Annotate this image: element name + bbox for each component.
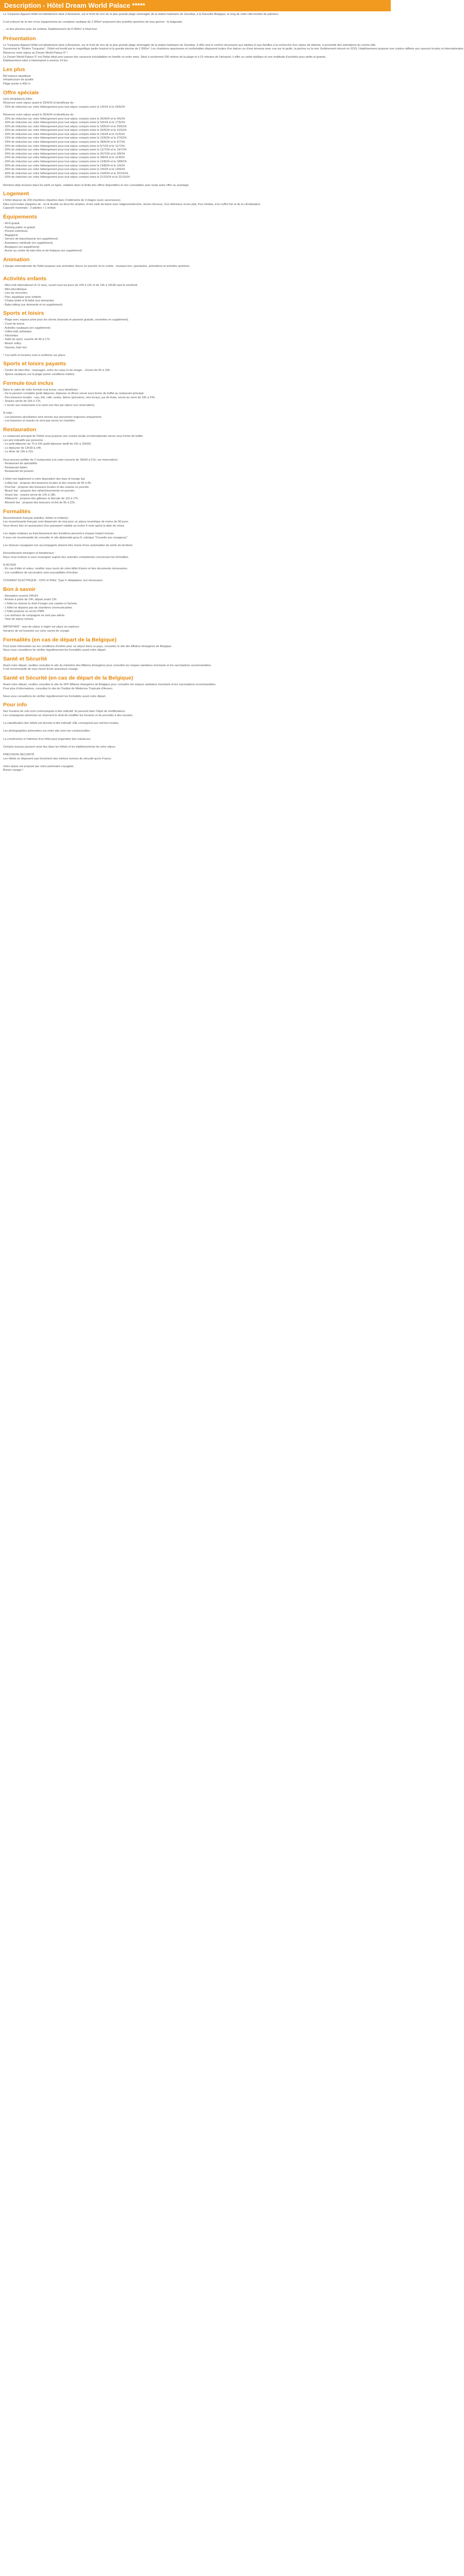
section-animation — [3, 257, 388, 273]
section-text-line — [3, 749, 388, 753]
section-health_be — [3, 675, 388, 699]
section-pluses — [3, 66, 388, 87]
section-text-line: - Assistance médicale (en supplément) — [3, 241, 53, 245]
section-text-line — [3, 528, 388, 532]
section-text-line: - L'accès aux restaurants à la carte une fois par séjour (sur réservation). — [3, 403, 95, 407]
section-text-line — [3, 548, 388, 552]
section-formalities_be — [3, 637, 388, 653]
section-text-line: - Parc aquatique pour enfants — [3, 295, 41, 299]
section-text-line: Ressortissants français (adultes, bébés et enfants) : — [3, 516, 70, 520]
section-text-line — [3, 454, 388, 459]
section-text-line: Capacité maximale : 3 adultes + 1 enfant. — [3, 207, 57, 210]
section-text-line: Réservez votre séjour au Dream World Palace 5* ! — [3, 51, 68, 55]
section-text-line: - 25% de réduction sur votre hébergement pour tout séjour compris entre le 5/7/24 et le 11/7/24. — [3, 144, 126, 148]
section-text-line: - Les animaux de compagnie ne sont pas admis. — [3, 614, 65, 617]
section-heading: Bon à savoir — [3, 586, 36, 592]
section-text-line: - Les boissons alcoolisées sont servies aux personnes majeures uniquement. — [3, 415, 102, 419]
section-text-line: - Boutiques (en supplément) — [3, 245, 40, 249]
section-text-line — [3, 109, 388, 113]
section-text-line: SOS INVENDUS PRIX — [3, 97, 32, 101]
section-text-line: - Restaurant italien — [3, 466, 27, 469]
section-text-line: Certains travaux peuvent avoir lieu dans les hôtels et les établissements de votre séjour. — [3, 745, 116, 749]
section-text-line: - Chaise bébé et lit bébé (sur demande) — [3, 299, 54, 303]
section-text-line: * Les tarifs et horaires sont à confirmer sur place. — [3, 353, 66, 357]
section-text-line: - Court de tennis — [3, 323, 25, 326]
section-heading: Logement — [3, 191, 29, 197]
section-text-line: - Mini-discothèque — [3, 287, 27, 291]
section-text-line: - Les boissons et snacks ne sont pas servis en chambre. — [3, 419, 76, 423]
section-text-line — [3, 691, 388, 695]
section-text-line: - Restaurant de spécialités — [3, 462, 38, 466]
section-text-line: - 25% de réduction sur votre hébergement pour tout séjour compris entre le 26/4/24 et le 4/5/24. — [3, 117, 126, 121]
section-text-line — [3, 718, 388, 722]
section-text-line: - Plage avec espace privé pour les clients (transats et parasols gratuits, serviettes en supplément). — [3, 318, 129, 322]
section-text-line: - Taxe de séjour incluse. — [3, 618, 35, 621]
section-heading: Formule tout inclus — [3, 380, 54, 386]
section-text-line: Pour plus d'informations, consultez le site de l'Institut de Médecine Tropicale d'Anvers. — [3, 687, 113, 690]
section-text-line — [3, 350, 388, 354]
section-text-line — [3, 474, 388, 478]
section-text-line: - L'hôtel propose un accès PMR. — [3, 610, 45, 614]
intro-paragraph: ... et des piscines pour les enfants. Établissement de 8 000m² à l'état brut. — [3, 28, 98, 31]
section-text-line: - 30% de réduction sur votre hébergement pour tout séjour compris entre le 12/7/24 et le 19/7/24. — [3, 148, 127, 152]
section-text-line: - Snack bar : snacks servis de 12h à 18h. — [3, 493, 56, 497]
section-text-line — [3, 734, 388, 738]
section-text-line: COURANT ÉLECTRIQUE : 220V et 50Hz. Type F. Adaptateur non nécessaire. — [3, 579, 104, 583]
section-text-line: À NOTER — [3, 563, 16, 567]
section-offers — [3, 90, 388, 188]
section-activities — [3, 276, 388, 308]
section-text-line: Nous vous conseillons de vérifier régulièrement les formalités avant votre départ. — [3, 694, 107, 698]
section-health — [3, 656, 388, 672]
section-text-line: - Activités nautiques (en supplément) — [3, 326, 51, 330]
section-text-line: Réservez votre séjour avant le 26/4/24 et bénéficiez de : — [3, 101, 75, 105]
section-text-line: - Les conditions de vaccination sont susceptibles d'évoluer. — [3, 571, 79, 574]
section-restaurant — [3, 427, 388, 505]
section-text-line: - 25% de réduction sur votre hébergement pour tout séjour compris entre le 4/8/24 et le 11/8/24. — [3, 156, 126, 160]
section-text-line — [3, 761, 388, 765]
section-text-line: IMPORTANT : taxe de séjour à régler sur place en espèces. — [3, 625, 80, 629]
section-text-line: Surnommé le "Rivière Turquoise", l'hôtel est bordé par le magnifique jardin tropical et la grande piscine de 2 000m². Les chambres spacieuses et confortables disposent toutes d'un balcon ou d'une terrasse avec vue sur le jardin, la piscine ou la mer. Entièrement rénové en 2019, l'établissement propose une cuisine raffinée aux saveurs locales et internationales. — [3, 47, 464, 51]
section-text-line: Il vous est recommandé de consulter le site diplomatie.gouv.fr, rubrique "Conseils aux voyageurs". — [3, 536, 128, 539]
section-text-line — [3, 741, 388, 745]
section-text-line — [3, 408, 388, 412]
section-text-line: La classification des hôtels est donnée à titre indicatif. Elle correspond aux normes locales. — [3, 722, 120, 725]
section-text-line: - L'hôtel se réserve le droit d'exiger une caution à l'arrivée. — [3, 602, 78, 605]
section-text-line: Il est recommandé de vous munir d'une assurance voyage. — [3, 668, 79, 671]
section-sports_paid — [3, 361, 388, 377]
section-text-line: - Des boissons locales : eau, thé, café, sodas, bières (pression), vins locaux, jus de fruits, servis au verre de 10h à 23h. — [3, 396, 156, 399]
section-heading: Formalités (en cas de départ de la Belgique) — [3, 636, 117, 643]
section-info — [3, 702, 388, 773]
section-text-line: Pour toute information sur les conditions d'entrée pour un séjour dans ce pays, consultez le site des Affaires étrangères de Belgique. — [3, 645, 172, 648]
section-text-line — [3, 575, 388, 580]
section-text-line: - 25% de réduction sur votre hébergement pour tout séjour compris entre le 20/7/24 et le 3/8/24. — [3, 152, 126, 156]
section-heading: Santé et Sécurité — [3, 655, 47, 662]
section-equipment — [3, 214, 388, 253]
section-text-line: - 30% de réduction sur votre hébergement pour tout séjour compris entre le 5/5/24 et le 17/5/24. — [3, 121, 126, 125]
section-text-line: Avant votre départ, veuillez consulter le site du SPF Affaires étrangères de Belgique pour connaître les risques sanitaires éventuels et les vaccinations recommandées. — [3, 683, 217, 687]
section-text-line: - 30% de réduction sur votre hébergement pour tout séjour compris entre le 19/8/24 et le 1/9/24. — [3, 164, 126, 167]
section-text-line: - Parking public et gratuit — [3, 226, 35, 229]
section-heading: Équipements — [3, 213, 37, 220]
section-text-line: Horaires de vol transmis sur votre carnet de voyage. — [3, 630, 70, 633]
section-text-line: - Le petit-déjeuner de 7h à 10h (petit déjeuner tardif de 10h à 10h30). — [3, 443, 92, 446]
section-text-line: - Mini-club international (4-12 ans), ouvert tous les jours de 10h à 12h et de 14h à 16h30 sauf le vendredi. — [3, 283, 138, 287]
section-formula — [3, 380, 388, 423]
section-text-line: Bonne voyage ! — [3, 769, 23, 772]
section-text-line: PRÉCISION SÉCURITÉ — [3, 753, 35, 756]
section-formalities — [3, 509, 388, 583]
section-text-line: - Restaurant de poisson — [3, 470, 34, 473]
section-text-line: - Pâtisserie : propose des gâteaux et biscuits de 11h à 17h. — [3, 497, 79, 501]
section-text-line: Vous pouvez profiter de 2 restaurants à la carte (ouverts de 18h30 à 21h, sur réservation) : — [3, 458, 119, 462]
section-text-line: - Saunas, bain turc — [3, 346, 27, 349]
section-text-line: - Beach volley — [3, 342, 22, 346]
section-text-line: - Réception ouverte 24h/24. — [3, 594, 39, 598]
section-text-line: - Lieu de rencontre — [3, 292, 27, 295]
section-text-line: - Pool bar : propose des boissons locales et des snacks en journée. — [3, 485, 90, 489]
section-text-line — [3, 268, 388, 273]
section-text-line: - 25% de réduction sur votre hébergement pour tout séjour compris entre le 18/5/24 et le 25/5/24. — [3, 125, 127, 128]
section-text-line: - 25% de réduction sur votre hébergement pour tout séjour compris entre le 1/6/24 et le 25/6/24. — [3, 105, 126, 109]
section-heading: Formalités — [3, 508, 31, 515]
section-lodging — [3, 191, 388, 211]
section-heading: Offre spéciale — [3, 89, 39, 96]
section-heading: Animation — [3, 256, 30, 263]
section-text-line: Les règles relatives au franchissement des frontières peuvent à chaque instant évoluer. — [3, 532, 115, 535]
section-text-line: Réservez votre séjour avant le 30/4/24 et bénéficiez de : — [3, 113, 75, 116]
section-text-line: Le Turquoise Apparel Hôtel est idéalement situé à Amarante, sur le front de mer de la plus grande plage aménagée de la station balnéaire de Zanzibar. Il offre tout le confort nécessaire aux adultes et aux familles à la recherche d'un séjour de détente, à proximité des animations du centre-ville. — [3, 43, 376, 47]
section-text-line: - Le dîner de 19h à 21h. — [3, 450, 34, 454]
section-text-line: - Volley-ball, pétanque — [3, 330, 32, 334]
section-text-line: Établissement situé à Hammamet à environ 14 km. — [3, 59, 69, 63]
section-text-line: - Bagagerie — [3, 233, 18, 237]
section-text-line — [3, 560, 388, 564]
section-text-line: Ressortissants étrangers et binationaux : — [3, 551, 56, 555]
section-text-line: Les prix indicatifs par personne : — [3, 438, 45, 442]
section-text-line: Nous vous invitons à vous renseigner auprès des autorités compétentes concernant les formalités. — [3, 555, 129, 559]
section-text-line: - En cas d'aller et retour, veuillez vous munir de votre billet d'avion et des documents nécessaires. — [3, 567, 128, 571]
section-text-line: - 30% de réduction sur votre hébergement pour tout séjour compris entre le 21/10/24 et le 31/10/24. — [3, 176, 130, 179]
section-sports — [3, 310, 388, 358]
section-text-line: Les photographies présentées sur notre site sont non contractuelles. — [3, 730, 91, 733]
section-heading: Sports et loisirs payants — [3, 361, 66, 367]
section-text-line: - Accès au centre de bien-être et de thalasso (en supplément) — [3, 249, 82, 253]
section-goodtoknow — [3, 586, 388, 634]
section-text-line: Plage privée à 400 m — [3, 82, 30, 86]
section-text-line: Remises déjà incluses dans les tarifs en ligne, valables dans la limite des offres disponibles et non cumulables avec toute autre offre ou avantage. — [3, 183, 190, 187]
section-text-line: Nous vous conseillons de vérifier régulièrement les formalités avant votre départ. — [3, 649, 107, 652]
section-text-line: - 20% de réduction sur votre hébergement pour tout séjour compris entre le 12/8/24 et le 18/8/24. — [3, 160, 127, 164]
section-text-line: À noter : — [3, 412, 14, 415]
section-text-line: Le Dream World Palace 5* est l'hôtel idéal pour passer des vacances inoubliables en famille ou entre amis. Situé à seulement 200 mètres de la plage et à 15 minutes de l'aéroport, il offre un cadre idyllique et une multitude d'activités pour petits et grands. — [3, 55, 326, 59]
section-text-line: L'équipe internationale de l'hôtel propose une animation douce en journée et en soirée : musique live, spectacles, animations et activités sportives. — [3, 264, 190, 268]
section-text-line — [3, 726, 388, 730]
page-title-banner: Description - Hôtel Dream World Palace ***** — [0, 0, 391, 11]
section-text-line: - Salle de sport, ouverte de 8h à 17h — [3, 338, 50, 342]
section-text-line: Les mineurs voyageant non accompagnés doivent être munis d'une autorisation de sortie du territoire. — [3, 544, 134, 547]
section-text-line: - 15% de réduction sur votre hébergement pour tout séjour compris entre le 12/6/24 et le 27/6/24. — [3, 137, 127, 140]
section-text-line: - Moorish bar : propose des boissons et thé de 9h à 22h. — [3, 501, 76, 505]
section-heading: Pour info — [3, 702, 27, 708]
section-text-line: - 40% de réduction sur votre hébergement pour tout séjour compris entre le 14/9/24 et le 20/10/24. — [3, 172, 129, 175]
section-text-line: Les hôtels ne disposent pas forcément des mêmes normes de sécurité qu'en France. — [3, 757, 112, 760]
section-text-line: Les ressortissants français sont dispensés de visa pour un séjour touristique de moins de 90 jours. — [3, 520, 129, 524]
section-text-line: - Centre de bien-être : massages, soins du corps et du visage... Ouvert de 9h à 19h. — [3, 369, 111, 372]
intro-paragraph: Le Turquoise Apparel Hôtel est idéalement situé à Amarante, sur le front de mer de la plus grande plage aménagée de la station balnéaire de Zanzibar, à la Nouvelle-Belgique, le long de cette côte bordée de palmiers. — [3, 13, 279, 16]
section-text-line: - Sports nautiques sur la plage (selon conditions météo) — [3, 373, 75, 376]
section-text-line: Votre séjour est proposé par notre partenaire voyagiste. — [3, 765, 75, 768]
section-heading: Santé et Sécurité (en cas de départ de la Belgique) — [3, 675, 134, 682]
section-text-line: L'hôtel dispose de 200 chambres réparties dans 3 bâtiments de 3 étages (avec ascenseurs). — [3, 199, 121, 202]
section-text-line: - Baby-sitting (sur demande et en supplément) — [3, 303, 63, 307]
section-text-line — [3, 622, 388, 626]
section-text-line: - Arrivée à partir de 14h, départ avant 12h. — [3, 598, 58, 602]
intro-paragraph: Il est entouré de la mer et les équipements du complexe nautique de 2 000m² proposent des activités sportives de tous genres : la baignade, — [3, 20, 183, 24]
section-text-line: - 25% de réduction sur votre hébergement pour tout séjour compris entre le 26/5/24 et le 31/5/24. — [3, 129, 127, 132]
intro-section — [3, 13, 388, 32]
section-text-line: Infrastructure de qualité — [3, 78, 34, 82]
section-text-line: - Piscine extérieure — [3, 230, 28, 233]
section-text-line: Avant votre départ, veuillez consulter le site du ministère des Affaires étrangères pour connaître les risques sanitaires éventuels et les vaccinations recommandées. — [3, 664, 212, 667]
section-heading: Les plus — [3, 66, 25, 73]
section-heading: Restauration — [3, 426, 37, 433]
section-heading: Sports et loisirs — [3, 310, 44, 317]
section-presentation — [3, 35, 464, 63]
section-text-line: - Service de blanchisserie (en supplément) — [3, 238, 58, 241]
section-text-line: L'hôtel met également à votre disposition des bars et lounge bar. — [3, 478, 86, 481]
section-text-line: La construction à l'intérieur d'un hôtel peut engendrer des nuisances. — [3, 737, 91, 741]
section-text-line: - 25% de réduction sur votre hébergement pour tout séjour compris entre le 2/9/24 et le 13/9/24. — [3, 168, 126, 172]
section-text-line: - Beach bar : propose des rafraîchissements en journée. — [3, 489, 75, 493]
section-text-line: - L'hôtel ne dispose pas de chambres communicantes. — [3, 606, 73, 609]
section-text-line: Bel espace aquatique — [3, 74, 31, 78]
section-text-line: - 20% de réduction sur votre hébergement pour tout séjour compris entre le 1/6/24 et le 11/6/24. — [3, 132, 126, 136]
description-content — [0, 11, 464, 773]
section-text-line — [3, 540, 388, 544]
section-text-line: - 25% de réduction sur votre hébergement pour tout séjour compris entre le 28/6/24 et le 4/7/24. — [3, 141, 126, 144]
section-text-line: Les compagnies aériennes se réservent le droit de modifier les horaires et de procéder à des escales. — [3, 714, 134, 717]
section-text-line: - Le déjeuner de 12h30 à 14h. — [3, 446, 42, 450]
section-text-line: Dans le cadre de votre formule tout inclus, vous bénéficiez : — [3, 388, 79, 392]
section-text-line: Le restaurant principal de l'hôtel vous propose une cuisine locale et internationale servie sous forme de buffet. — [3, 434, 144, 438]
section-text-line: - Lobby bar : propose des boissons locales et des snacks de 9h à 0h. — [3, 482, 92, 485]
section-text-line: - Snacks servis de 15h à 17h. — [3, 400, 41, 403]
section-heading: Présentation — [3, 35, 36, 42]
section-text-line: Elles sont toutes équipées de : un lit double ou deux lits simples, d'une salle de bains avec baignoire/douche, sèche-cheveux, d'un téléviseur écran plat, d'un minibar, d'un coffre-fort et de la climatisation. — [3, 202, 261, 206]
section-text-line: Vous devez être en possession d'un passeport valable au moins 6 mois après la date de retour. — [3, 524, 125, 528]
section-text-line: - De la pension complète (petit-déjeuner, déjeuner et dîner) servie sous forme de buffet au restaurant principal. — [3, 392, 144, 396]
section-text-line: Nos horaires de vols sont communiqués à titre indicatif. Ils peuvent faire l'objet de modifications. — [3, 710, 126, 714]
section-text-line: - Wi-fi gratuit — [3, 222, 20, 225]
section-text-line — [3, 180, 388, 184]
section-text-line: - Fléchettes — [3, 334, 19, 337]
section-heading: Activités enfants — [3, 275, 47, 282]
